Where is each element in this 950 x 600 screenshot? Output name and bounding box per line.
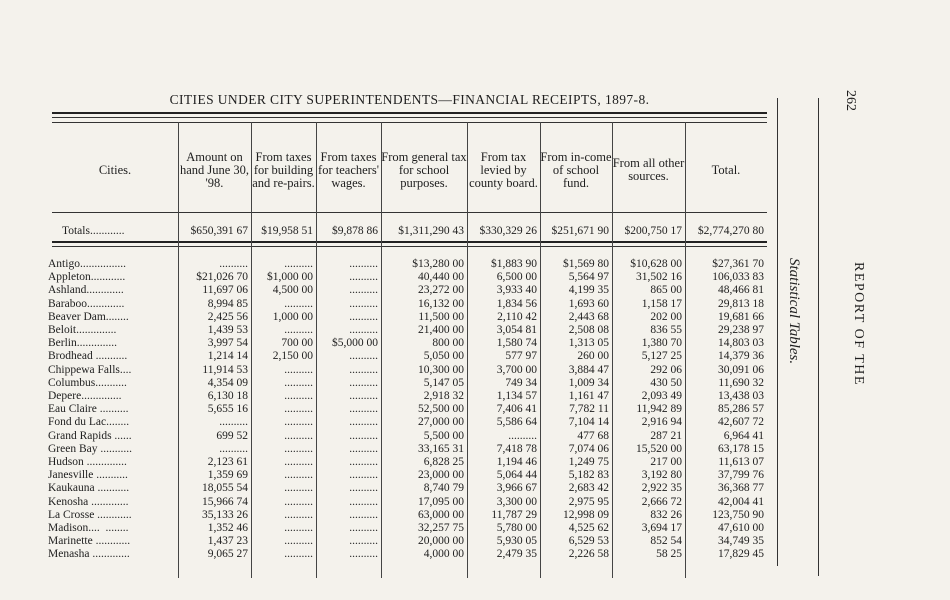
cell-value: 2,916 94 [641,416,682,428]
cell-value: .......... [284,443,313,455]
cell-value: 14,379 36 [718,350,764,362]
cell-value: $13,280 00 [412,258,464,270]
cell-value: $27,361 70 [712,258,764,270]
cell-value: .......... [349,509,378,521]
cell-value: 35,133 26 [202,509,248,521]
cell-value: 2,226 58 [568,548,609,560]
column-header: From taxes for teachers' wages. [318,149,379,190]
cell-value: .......... [284,456,313,468]
cell-value: $21,026 70 [196,271,248,283]
cell-value: .......... [219,416,248,428]
totals-value: $1,311,290 43 [398,225,464,237]
city-name: Berlin.............. [48,337,117,349]
cell-value: $1,883 90 [491,258,537,270]
column-header: Amount on hand June 30, '98. [179,149,250,190]
cell-value: $1,569 80 [563,258,609,270]
cell-value: .......... [284,522,313,534]
cell-value: 15,520 00 [636,443,682,455]
city-name: Marinette ............ [48,535,131,547]
cell-value: 5,586 64 [496,416,537,428]
city-name: Menasha ............. [48,548,130,560]
cell-value: 1,158 17 [641,298,682,310]
cell-value: .......... [349,390,378,402]
cell-value: 1,437 23 [207,535,248,547]
cell-value: 13,438 03 [718,390,764,402]
page-title: CITIES UNDER CITY SUPERINTENDENTS—FINANCIAL RECEIPTS, 1897-8. [169,92,650,107]
cell-value: 106,033 83 [712,271,764,283]
totals-value: $330,329 26 [479,225,537,237]
cell-value: 3,192 80 [641,469,682,481]
cell-value: 9,065 27 [207,548,248,560]
column-header: From taxes for building and re-pairs. [252,149,315,190]
cell-value: .......... [219,258,248,270]
cell-value: 52,500 00 [418,403,464,415]
cell-value: .......... [349,548,378,560]
cell-value: 23,272 00 [418,284,464,296]
cell-value: .......... [349,522,378,534]
cell-value: 2,093 49 [641,390,682,402]
cell-value: 32,257 75 [418,522,464,534]
cell-value: 37,799 76 [718,469,764,481]
cell-value: 42,607 72 [718,416,764,428]
cell-value: 33,165 31 [418,443,464,455]
cell-value: 836 55 [650,324,682,336]
cell-value: .......... [349,311,378,323]
cell-value: .......... [349,469,378,481]
cell-value: 12,998 09 [563,509,609,521]
cell-value: .......... [284,509,313,521]
cell-value: .......... [284,416,313,428]
cell-value: 2,443 68 [568,311,609,323]
cell-value: .......... [284,535,313,547]
cell-value: .......... [349,324,378,336]
cell-value: 4,500 00 [272,284,313,296]
cell-value: 1,214 14 [207,350,248,362]
cell-value: 11,690 32 [718,377,764,389]
cell-value: 8,740 79 [423,482,464,494]
cell-value: 1,249 75 [568,456,609,468]
city-name: La Crosse ............ [48,509,132,521]
city-name: Chippewa Falls.... [48,364,132,376]
cell-value: 202 00 [650,311,682,323]
cell-value: 1,009 34 [568,377,609,389]
cell-value: 1,134 57 [496,390,537,402]
cell-value: 7,074 06 [568,443,609,455]
totals-value: $200,750 17 [624,225,682,237]
column-header: Total. [711,162,741,177]
cell-value: .......... [284,324,313,336]
side-caption: Statistical Tables. [786,258,802,365]
outer-margin-rule [818,98,819,576]
cell-value: 1,359 69 [207,469,248,481]
cell-value: 17,095 00 [418,496,464,508]
cell-value: 11,942 89 [636,403,682,415]
city-name: Kaukauna ........... [48,482,130,494]
totals-value: $19,958 51 [261,225,313,237]
city-name: Janesville ........... [48,469,128,481]
city-name: Depere.............. [48,390,122,402]
city-name: Hudson .............. [48,456,127,468]
cell-value: .......... [349,377,378,389]
cell-value: .......... [284,377,313,389]
cell-value: 29,238 97 [718,324,764,336]
cell-value: 1,161 47 [568,390,609,402]
cell-value: .......... [284,390,313,402]
cell-value: 48,466 81 [718,284,764,296]
cell-value: 21,400 00 [418,324,464,336]
cell-value: 6,529 53 [568,535,609,547]
cell-value: 260 00 [577,350,609,362]
cell-value: 2,150 00 [272,350,313,362]
cell-value: .......... [284,496,313,508]
cell-value: 1,194 46 [496,456,537,468]
cell-value: 852 54 [650,535,682,547]
totals-value: $2,774,270 80 [697,225,764,237]
column-header: From tax levied by county board. [469,149,538,190]
cell-value: 3,933 40 [496,284,537,296]
cell-value: .......... [349,271,378,283]
cell-value: .......... [349,456,378,468]
city-name: Baraboo............. [48,298,125,310]
cell-value: .......... [349,443,378,455]
cell-value: 8,994 85 [207,298,248,310]
cell-value: 7,406 41 [496,403,537,415]
cell-value: .......... [349,364,378,376]
totals-value: $650,391 67 [190,225,248,237]
header-rule [52,122,767,123]
margin-rule [777,98,778,566]
cell-value: 30,091 06 [718,364,764,376]
cell-value: 3,054 81 [496,324,537,336]
cell-value: 3,966 67 [496,482,537,494]
cell-value: 63,000 00 [418,509,464,521]
cell-value: 2,425 56 [207,311,248,323]
cell-value: 217 00 [650,456,682,468]
cell-value: .......... [349,482,378,494]
cell-value: 4,354 09 [207,377,248,389]
city-name: Kenosha ............. [48,496,129,508]
city-name: Beaver Dam........ [48,311,129,323]
cell-value: 11,500 00 [418,311,464,323]
city-name: Brodhead ........... [48,350,128,362]
cell-value: .......... [284,548,313,560]
cell-value: .......... [284,298,313,310]
city-name: Green Bay ........... [48,443,132,455]
cell-value: 58 25 [656,548,682,560]
cell-value: 14,803 03 [718,337,764,349]
cell-value: $10,628 00 [630,258,682,270]
cell-value: 1,313 05 [568,337,609,349]
page-number: 262 [843,90,858,111]
cell-value: 3,694 17 [641,522,682,534]
cell-value: 5,564 97 [568,271,609,283]
cell-value: 577 97 [505,350,537,362]
cell-value: 123,750 90 [712,509,764,521]
cell-value: 11,914 53 [202,364,248,376]
city-name: Appleton............ [48,271,126,283]
cell-value: 18,055 54 [202,482,248,494]
totals-rule-top [52,241,767,243]
cell-value: 23,000 00 [418,469,464,481]
cell-value: 40,440 00 [418,271,464,283]
column-header: Cities. [98,162,132,177]
totals-value: $9,878 86 [332,225,378,237]
running-head: REPORT OF THE [851,262,866,386]
cell-value: 31,502 16 [636,271,682,283]
cell-value: 5,930 05 [496,535,537,547]
cell-value: 16,132 00 [418,298,464,310]
cell-value: 2,110 42 [497,311,537,323]
cell-value: 2,123 61 [207,456,248,468]
cell-value: 699 52 [216,430,248,442]
title-rule-bottom [52,117,767,118]
cell-value: 865 00 [650,284,682,296]
cell-value: 42,004 41 [718,496,764,508]
cell-value: 63,178 15 [718,443,764,455]
cell-value: 832 26 [650,509,682,521]
cell-value: 1,000 00 [272,311,313,323]
cell-value: .......... [284,403,313,415]
totals-value: $251,671 90 [551,225,609,237]
cell-value: 2,479 35 [496,548,537,560]
cell-value: 1,693 60 [568,298,609,310]
cell-value: 292 06 [650,364,682,376]
cell-value: 5,182 83 [568,469,609,481]
cell-value: 3,884 47 [568,364,609,376]
cell-value: 430 50 [650,377,682,389]
cell-value: 5,655 16 [207,403,248,415]
cell-value: .......... [508,430,537,442]
cell-value: 11,787 29 [491,509,537,521]
cell-value: .......... [349,430,378,442]
cell-value: 2,918 32 [423,390,464,402]
cell-value: 749 34 [505,377,537,389]
cell-value: .......... [284,364,313,376]
cell-value: 4,525 62 [568,522,609,534]
header-bottom-rule [52,212,767,213]
cell-value: 11,613 07 [718,456,764,468]
cell-value: 85,286 57 [718,403,764,415]
cell-value: 5,500 00 [423,430,464,442]
cell-value: 2,683 42 [568,482,609,494]
cell-value: .......... [284,482,313,494]
cell-value: $1,000 00 [267,271,313,283]
cell-value: 287 21 [650,430,682,442]
cell-value: 5,147 05 [423,377,464,389]
totals-rule-bottom [52,246,767,247]
cell-value: 10,300 00 [418,364,464,376]
cell-value: .......... [284,469,313,481]
cell-value: 20,000 00 [418,535,464,547]
cell-value: .......... [284,430,313,442]
cell-value: 27,000 00 [418,416,464,428]
cell-value: 5,064 44 [496,469,537,481]
cell-value: 1,834 56 [496,298,537,310]
city-name: Ashland............. [48,284,124,296]
cell-value: .......... [349,284,378,296]
cell-value: .......... [284,258,313,270]
cell-value: 6,828 25 [423,456,464,468]
cell-value: 36,368 77 [718,482,764,494]
column-header: From general tax for school purposes. [381,149,467,190]
cell-value: 2,666 72 [641,496,682,508]
cell-value: 1,439 53 [207,324,248,336]
cell-value: 700 00 [281,337,313,349]
city-name: Columbus........... [48,377,127,389]
city-name: Eau Claire .......... [48,403,129,415]
cell-value: 19,681 66 [718,311,764,323]
cell-value: 6,964 41 [723,430,764,442]
cell-value: $5,000 00 [332,337,378,349]
cell-value: 34,749 35 [718,535,764,547]
cell-value: 477 68 [577,430,609,442]
cell-value: 1,580 74 [496,337,537,349]
cell-value: .......... [349,350,378,362]
cell-value: .......... [349,535,378,547]
totals-label: Totals............ [62,225,125,237]
cell-value: 5,127 25 [641,350,682,362]
cell-value: .......... [349,496,378,508]
cell-value: 3,700 00 [496,364,537,376]
city-name: Fond du Lac........ [48,416,130,428]
cell-value: .......... [349,258,378,270]
cell-value: 3,300 00 [496,496,537,508]
cell-value: .......... [219,443,248,455]
cell-value: 2,508 08 [568,324,609,336]
cell-value: 6,500 00 [496,271,537,283]
cell-value: 4,000 00 [423,548,464,560]
cell-value: 17,829 45 [718,548,764,560]
cell-value: 6,130 18 [207,390,248,402]
title-rule-top [52,112,767,114]
cell-value: 29,813 18 [718,298,764,310]
cell-value: 4,199 35 [568,284,609,296]
column-header: From all other sources. [612,156,685,183]
cell-value: 2,922 35 [641,482,682,494]
column-header: From in-come of school fund. [540,149,612,190]
cell-value: 1,352 46 [207,522,248,534]
cell-value: 7,104 14 [568,416,609,428]
cell-value: 47,610 00 [718,522,764,534]
cell-value: 5,780 00 [496,522,537,534]
city-name: Madison.... ........ [48,522,129,534]
cell-value: 1,380 70 [641,337,682,349]
cell-value: 3,997 54 [207,337,248,349]
cell-value: 11,697 06 [202,284,248,296]
cell-value: .......... [349,403,378,415]
cell-value: .......... [349,416,378,428]
city-name: Grand Rapids ...... [48,430,132,442]
cell-value: 15,966 74 [202,496,248,508]
cell-value: 7,782 11 [569,403,609,415]
cell-value: 5,050 00 [423,350,464,362]
city-name: Antigo................ [48,258,126,270]
city-name: Beloit.............. [48,324,117,336]
cell-value: 800 00 [432,337,464,349]
cell-value: 7,418 78 [496,443,537,455]
cell-value: 2,975 95 [568,496,609,508]
cell-value: .......... [349,298,378,310]
